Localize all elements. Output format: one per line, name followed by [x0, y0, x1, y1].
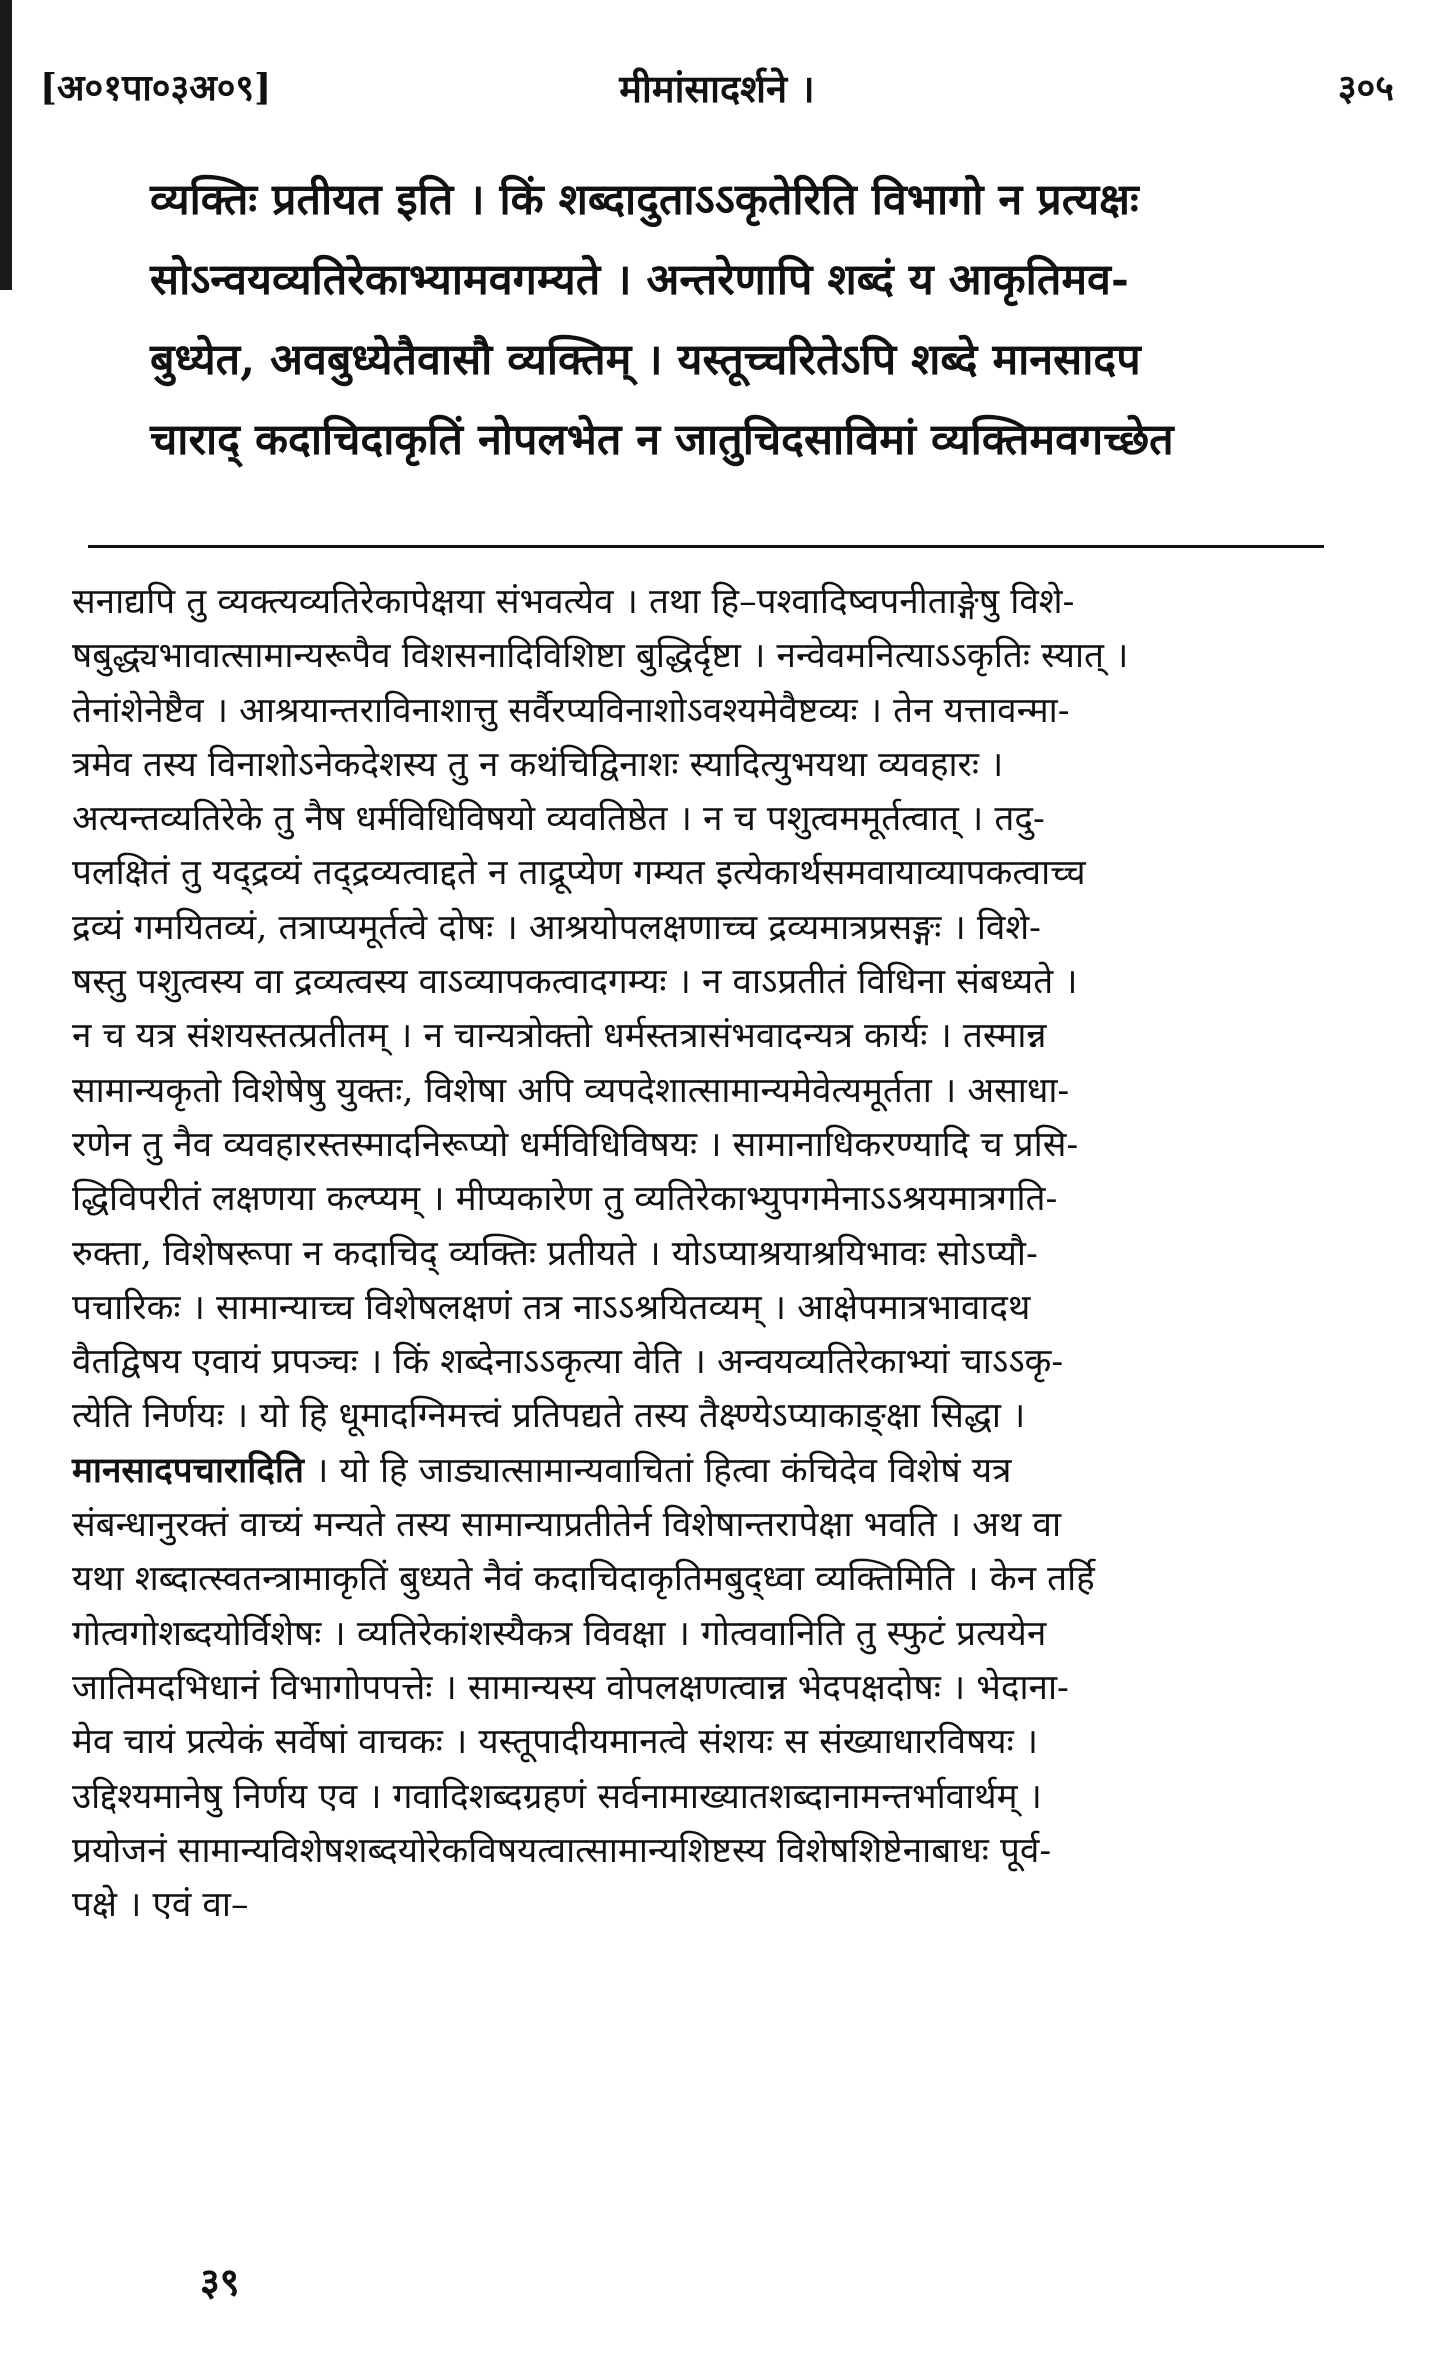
commentary-line: न च यत्र संशयस्तत्प्रतीतम् । न चान्यत्रोक्तो धर्मस्तत्रासंभवादन्यत्र कार्यः । तस्मान्न	[72, 1016, 1047, 1057]
book-title: मीमांसादर्शने ।	[619, 66, 815, 111]
commentary-line: त्रमेव तस्य विनाशोऽनेकदेशस्य तु न कथंचिद्विनाशः स्यादित्युभयथा व्यवहारः ।	[72, 744, 1004, 785]
commentary-line: गोत्वगोशब्दयोर्विशेषः । व्यतिरेकांशस्यैकत्र विवक्षा । गोत्ववानिति तु स्फुटं प्रत्ययेन	[72, 1613, 1047, 1654]
page-number: ३०५	[1337, 67, 1394, 109]
commentary-line-bold-lead	[72, 1444, 1322, 1498]
commentary-line: मेव चायं प्रत्येकं सर्वेषां वाचकः । यस्तूपादीयमानत्वे संशयः स संख्याधारविषयः ।	[72, 1722, 1039, 1763]
commentary-line: तेनांशेनेष्टैव । आश्रयान्तराविनाशात्तु सर्वैरप्यविनाशोऽवश्यमेवैष्टव्यः । तेन यत्तावन्मा-	[72, 690, 1070, 731]
main-text-line: व्यक्तिः प्रतीयत इति । किं शब्दादुताऽऽकृतेरिति विभागो न प्रत्यक्षः	[150, 175, 1139, 225]
commentary-line: सामान्यकृतो विशेषेषु युक्तः, विशेषा अपि व्यपदेशात्सामान्यमेवेत्यमूर्तता । असाधा-	[72, 1070, 1070, 1111]
commentary-line: अत्यन्तव्यतिरेके तु नैष धर्मविधिविषयो व्यवतिष्ठेत । न च पशुत्वममूर्तत्वात् । तदु-	[72, 799, 1045, 840]
commentary-line: षबुद्ध्यभावात्सामान्यरूपैव विशसनादिविशिष्टा बुद्धिर्दृष्टा । नन्वेवमनित्याऽऽकृतिः स्यात् ।	[72, 636, 1129, 677]
commentary-line: षस्तु पशुत्वस्य वा द्रव्यत्वस्य वाऽव्यापकत्वादगम्यः । न वाऽप्रतीतं विधिना संबध्यते ।	[72, 962, 1078, 1003]
commentary-line: यथा शब्दात्स्वतन्त्रामाकृतिं बुध्यते नैवं कदाचिदाकृतिमबुद्ध्वा व्यक्तिमिति । केन तर्हि	[72, 1559, 1095, 1600]
section-divider	[88, 545, 1324, 548]
commentary-line-rest: । यो हि जाड्यात्सामान्यवाचितां हित्वा कंचिदेव विशेषं यत्र	[303, 1450, 1012, 1491]
commentary-line: जातिमदभिधानं विभागोपपत्तेः । सामान्यस्य वोपलक्षणत्वान्न भेदपक्षदोषः । भेदाना-	[72, 1667, 1069, 1708]
chapter-reference: [अ०१पा०३अ०९]	[40, 67, 272, 109]
commentary-block	[72, 575, 1322, 1932]
main-text-block	[150, 160, 1330, 480]
commentary-line: संबन्धानुरक्तं वाच्यं मन्यते तस्य सामान्याप्रतीतेर्न विशेषान्तरापेक्षा भवति । अथ वा	[72, 1505, 1062, 1546]
commentary-line: रुक्ता, विशेषरूपा न कदाचिद् व्यक्तिः प्रतीयते । योऽप्याश्रयाश्रयिभावः सोऽप्यौ-	[72, 1233, 1038, 1274]
commentary-line: द्धिविपरीतं लक्षणया कल्प्यम् । मीप्यकारेण तु व्यतिरेकाभ्युपगमेनाऽऽश्रयमात्रगति-	[72, 1179, 1058, 1220]
commentary-line: सनाद्यपि तु व्यक्त्यव्यतिरेकापेक्षया संभवत्येव । तथा हि–पश्वादिष्वपनीताङ्गेषु विशे-	[72, 582, 1075, 622]
commentary-line: त्येति निर्णयः । यो हि धूमादग्निमत्त्वं प्रतिपद्यते तस्य तैक्ष्ण्येऽप्याकाङ्क्षा सिद्धा ।	[72, 1396, 1026, 1437]
main-text-line: बुध्येत, अवबुध्येतैवासौ व्यक्तिम् । यस्तूच्चरितेऽपि शब्दे मानसादप	[150, 335, 1141, 385]
running-header	[40, 62, 1394, 122]
commentary-line: प्रयोजनं सामान्यविशेषशब्दयोरेकविषयत्वात्सामान्यशिष्टस्य विशेषशिष्टेनाबाधः पूर्व-	[72, 1830, 1052, 1871]
commentary-line: पलक्षितं तु यद्द्रव्यं तद्द्रव्यत्वाद्दते न ताद्रूप्येण गम्यत इत्येकार्थसमवायाव्यापकत्वाच्च	[72, 853, 1086, 894]
commentary-line: वैतद्विषय एवायं प्रपञ्चः । किं शब्देनाऽऽकृत्या वेति । अन्वयव्यतिरेकाभ्यां चाऽऽकृ-	[72, 1342, 1064, 1383]
commentary-line: पक्षे । एवं वा–	[72, 1885, 249, 1926]
commentary-line: पचारिकः । सामान्याच्च विशेषलक्षणं तत्र नाऽऽश्रयितव्यम् । आक्षेपमात्रभावादथ	[72, 1287, 1031, 1328]
main-text-line: चाराद् कदाचिदाकृतिं नोपलभेत न जातुचिदसाविमां व्यक्तिमवगच्छेत	[150, 415, 1174, 465]
scan-edge-mark	[0, 0, 12, 290]
commentary-line: द्रव्यं गमयितव्यं, तत्राप्यमूर्तत्वे दोषः । आश्रयोपलक्षणाच्च द्रव्यमात्रप्रसङ्गः । विशे-	[72, 907, 1042, 948]
commentary-line: उद्दिश्यमानेषु निर्णय एव । गवादिशब्दग्रहणं सर्वनामाख्यातशब्दानामन्तर्भावार्थम् ।	[72, 1776, 1042, 1817]
signature-mark: ३९	[200, 2259, 240, 2304]
commentary-lemma: मानसादपचारादिति	[72, 1449, 304, 1491]
main-text-line: सोऽन्वयव्यतिरेकाभ्यामवगम्यते । अन्तरेणापि शब्दं य आकृतिमव-	[150, 255, 1129, 305]
commentary-line: रणेन तु नैव व्यवहारस्तस्मादनिरूप्यो धर्मविधिविषयः । सामानाधिकरण्यादि च प्रसि-	[72, 1124, 1079, 1165]
